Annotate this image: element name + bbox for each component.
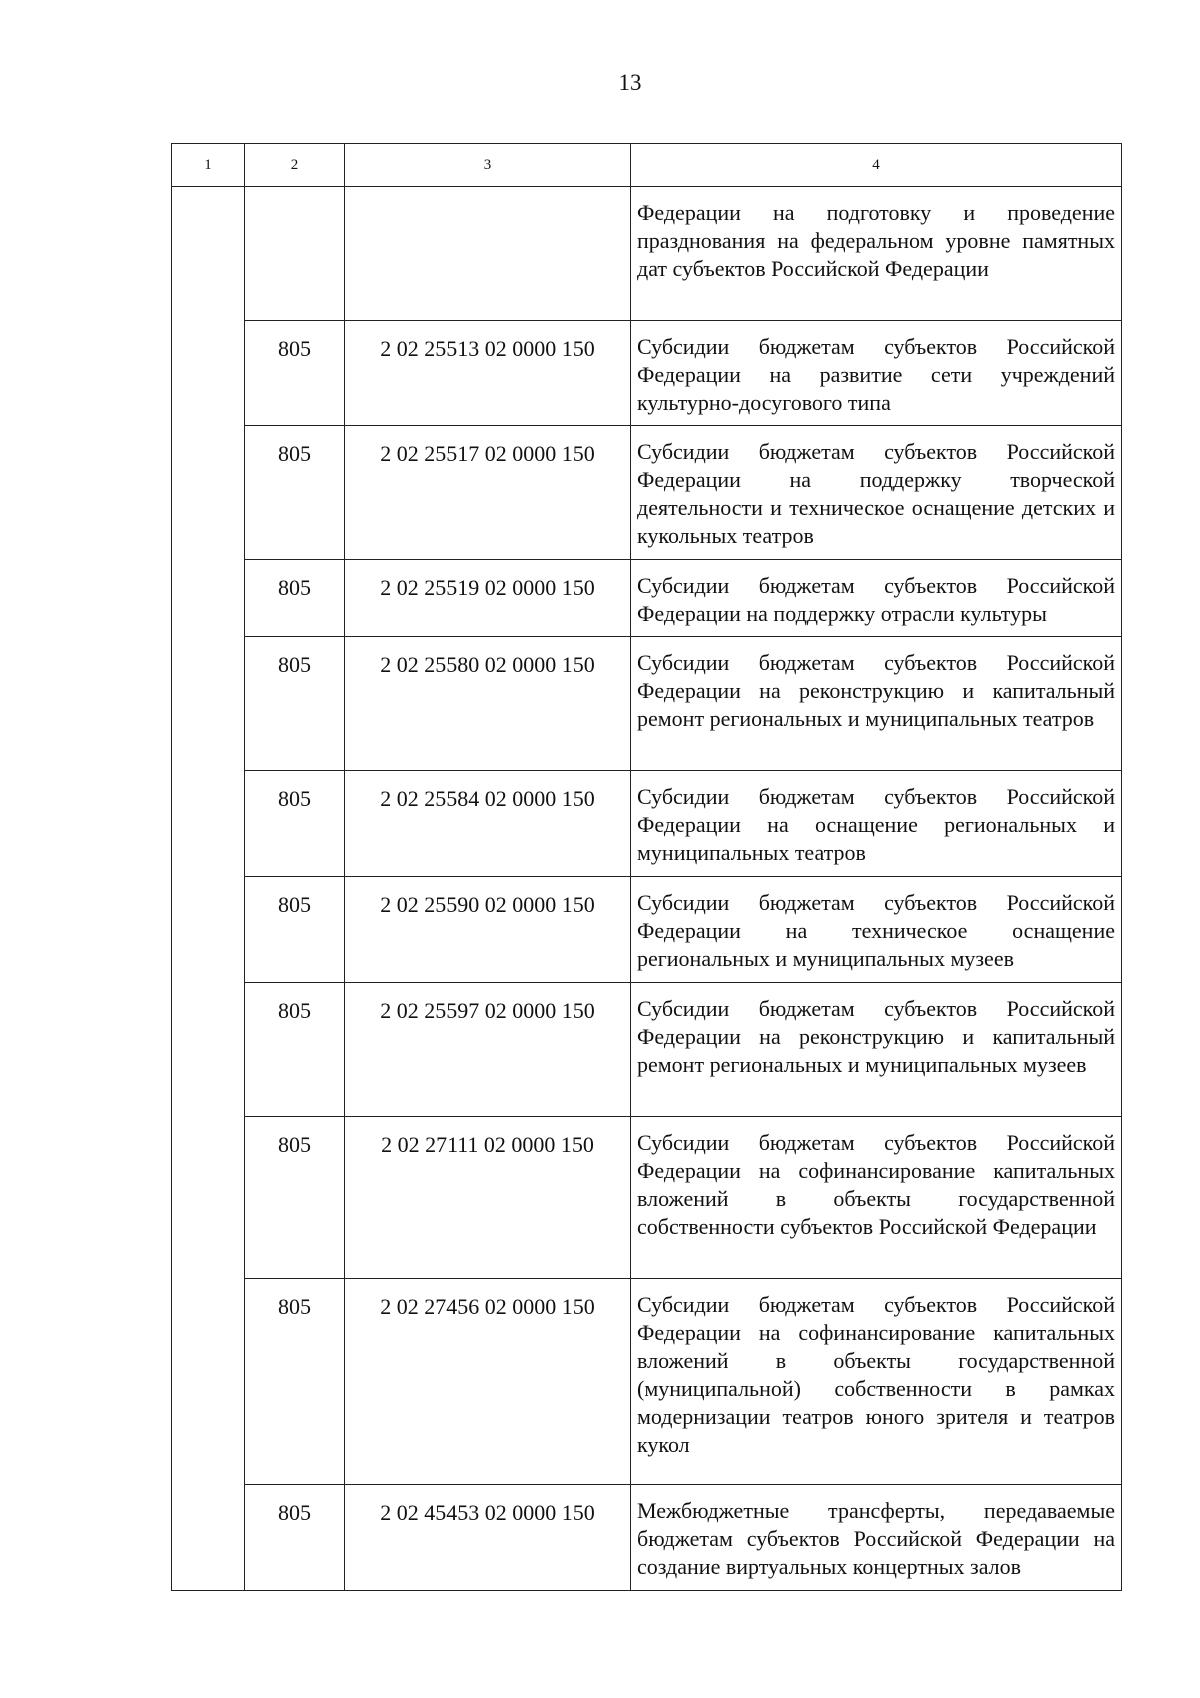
revenue-code-cell: 2 02 27456 02 0000 150 xyxy=(345,1279,631,1485)
revenue-description-cell: Субсидии бюджетам субъектов Российской Федерации на оснащение региональных и муниципальных театров xyxy=(631,771,1122,877)
revenue-description-cell: Субсидии бюджетам субъектов Российской Федерации на реконструкцию и капитальный ремонт региональных и муниципальных музеев xyxy=(631,983,1122,1117)
table-row xyxy=(172,1117,1122,1279)
revenue-description-cell: Субсидии бюджетам субъектов Российской Федерации на софинансирование капитальных вложений в объекты государственной собственности субъектов Российской Федерации xyxy=(631,1117,1122,1279)
admin-code-cell: 805 xyxy=(245,983,345,1117)
revenue-description-cell: Субсидии бюджетам субъектов Российской Федерации на реконструкцию и капитальный ремонт региональных и муниципальных театров xyxy=(631,637,1122,771)
table-row xyxy=(172,187,1122,321)
admin-code-cell xyxy=(245,187,345,321)
table-row xyxy=(172,560,1122,637)
header-col-2: 2 xyxy=(245,144,345,187)
table-body xyxy=(172,187,1122,1591)
revenue-code-cell: 2 02 25519 02 0000 150 xyxy=(345,560,631,637)
admin-code-cell: 805 xyxy=(245,426,345,560)
revenue-code-cell: 2 02 25597 02 0000 150 xyxy=(345,983,631,1117)
revenue-description-cell: Субсидии бюджетам субъектов Российской Федерации на поддержку творческой деятельности и техническое оснащение детских и кукольных театров xyxy=(631,426,1122,560)
table-row xyxy=(172,426,1122,560)
revenue-description-cell: Межбюджетные трансферты, передаваемые бюджетам субъектов Российской Федерации на создание виртуальных концертных залов xyxy=(631,1485,1122,1591)
admin-code-cell: 805 xyxy=(245,1117,345,1279)
revenue-description-cell: Субсидии бюджетам субъектов Российской Федерации на поддержку отрасли культуры xyxy=(631,560,1122,637)
table-row xyxy=(172,321,1122,426)
table-row xyxy=(172,771,1122,877)
table-row xyxy=(172,1485,1122,1591)
admin-code-cell: 805 xyxy=(245,877,345,983)
table-header-row xyxy=(172,144,1122,187)
header-col-1: 1 xyxy=(172,144,245,187)
revenue-description-cell: Субсидии бюджетам субъектов Российской Федерации на софинансирование капитальных вложений в объекты государственной (муниципальной) собственности в рамках модернизации театров юного зрителя и театров кукол xyxy=(631,1279,1122,1485)
budget-revenue-table xyxy=(171,143,1122,1591)
table-row xyxy=(172,877,1122,983)
admin-code-cell: 805 xyxy=(245,1279,345,1485)
table-row xyxy=(172,983,1122,1117)
revenue-code-cell: 2 02 25580 02 0000 150 xyxy=(345,637,631,771)
header-col-4: 4 xyxy=(631,144,1122,187)
page-number: 13 xyxy=(618,70,642,95)
revenue-code-cell: 2 02 27111 02 0000 150 xyxy=(345,1117,631,1279)
revenue-description-cell: Субсидии бюджетам субъектов Российской Федерации на техническое оснащение региональных и муниципальных музеев xyxy=(631,877,1122,983)
revenue-description-cell: Федерации на подготовку и проведение празднования на федеральном уровне памятных дат субъектов Российской Федерации xyxy=(631,187,1122,321)
group-cell xyxy=(172,187,245,1591)
admin-code-cell: 805 xyxy=(245,321,345,426)
admin-code-cell: 805 xyxy=(245,1485,345,1591)
admin-code-cell: 805 xyxy=(245,560,345,637)
revenue-code-cell: 2 02 25513 02 0000 150 xyxy=(345,321,631,426)
admin-code-cell: 805 xyxy=(245,637,345,771)
table-row xyxy=(172,1279,1122,1485)
revenue-description-cell: Субсидии бюджетам субъектов Российской Федерации на развитие сети учреждений культурно-досугового типа xyxy=(631,321,1122,426)
revenue-code-cell: 2 02 45453 02 0000 150 xyxy=(345,1485,631,1591)
admin-code-cell: 805 xyxy=(245,771,345,877)
table-row xyxy=(172,637,1122,771)
revenue-code-cell: 2 02 25590 02 0000 150 xyxy=(345,877,631,983)
revenue-code-cell: 2 02 25584 02 0000 150 xyxy=(345,771,631,877)
revenue-code-cell: 2 02 25517 02 0000 150 xyxy=(345,426,631,560)
revenue-code-cell xyxy=(345,187,631,321)
header-col-3: 3 xyxy=(345,144,631,187)
